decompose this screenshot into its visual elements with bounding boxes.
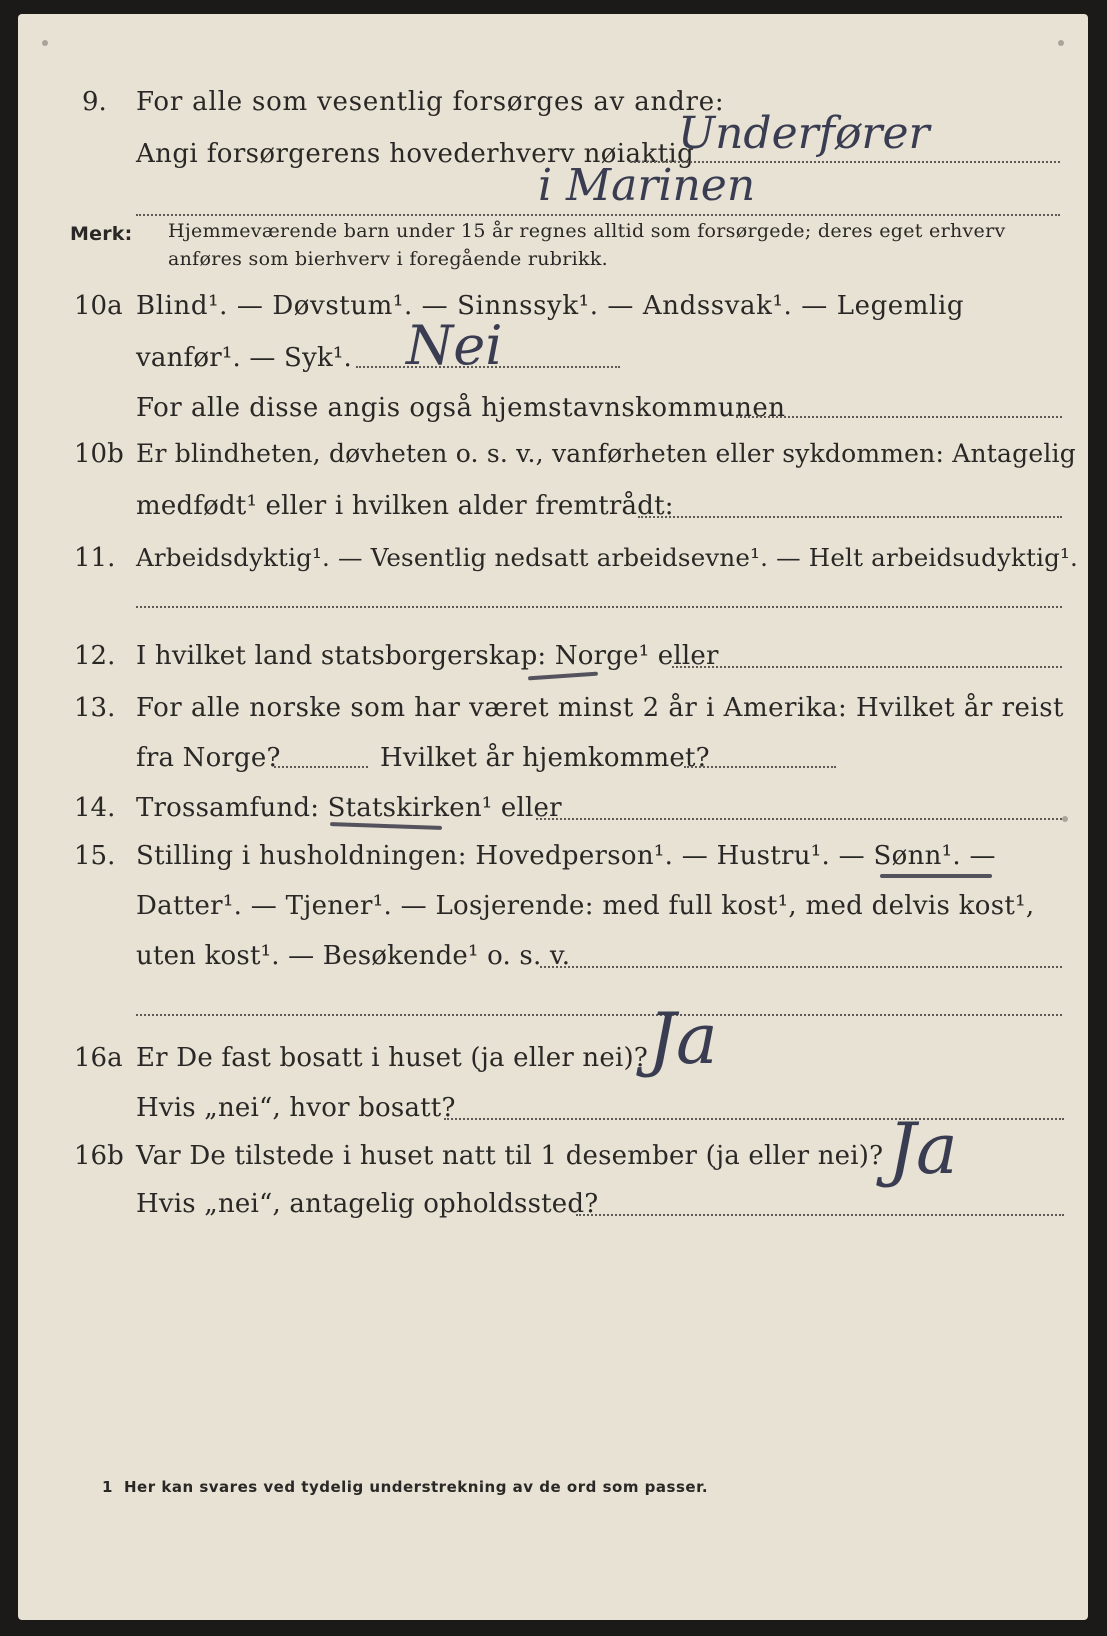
q14-number: 14.: [74, 793, 116, 823]
q10a-line1: Blind¹. — Døvstum¹. — Sinnssyk¹. — Andssvak¹. — Legemlig: [136, 291, 965, 321]
q10b-line1: Er blindheten, døvheten o. s. v., vanførheten eller sykdommen: Antagelig: [136, 439, 1076, 468]
q13-hjemkommet-line: [684, 766, 836, 768]
q11-line1: Arbeidsdyktig¹. — Vesentlig nedsatt arbeidsevne¹. — Helt arbeidsudyktig¹.: [136, 543, 1079, 572]
q16a-answer-handwriting: Ja: [648, 998, 718, 1080]
q16b-number: 16b: [74, 1141, 124, 1171]
q11-answer-line: [136, 606, 1062, 608]
q15-answer-line: [540, 966, 1062, 968]
q10a-line2: vanfør¹. — Syk¹.: [136, 343, 352, 373]
q10b-number: 10b: [74, 439, 124, 469]
q16a-answer-line: [444, 1118, 1064, 1120]
q9-answer-handwriting-2: i Marinen: [538, 160, 756, 211]
q12-number: 12.: [74, 641, 116, 671]
q15-answer-line2: [136, 1014, 1062, 1016]
q12-norge-underline: [528, 672, 598, 681]
q16b-line1: Var De tilstede i huset natt til 1 desember (ja eller nei)?: [136, 1141, 884, 1171]
q16b-line2: Hvis „nei“, antagelig opholdssted?: [136, 1189, 599, 1219]
q9-line1: For alle som vesentlig forsørges av andre:: [136, 87, 725, 117]
q10b-line2: medfødt¹ eller i hvilken alder fremtrådt:: [136, 491, 674, 521]
q13-reist-line: [274, 766, 368, 768]
q10b-answer-line: [638, 516, 1062, 518]
q9-answer-line2: [136, 214, 1060, 216]
q10a-line3-dots: [736, 416, 1062, 418]
q15-line1: Stilling i husholdningen: Hovedperson¹. — Hustru¹. — Sønn¹. —: [136, 841, 996, 871]
q10a-number: 10a: [74, 291, 123, 321]
pin-hole: [1062, 816, 1068, 822]
q12-answer-line: [672, 666, 1062, 668]
q9-number: 9.: [82, 87, 107, 117]
q15-sonn-underline: [880, 874, 992, 878]
q12-line1: I hvilket land statsborgerskap: Norge¹ eller: [136, 641, 719, 671]
q15-number: 15.: [74, 841, 116, 871]
q14-line1: Trossamfund: Statskirken¹ eller: [136, 793, 562, 823]
q13-line2a: fra Norge?: [136, 743, 281, 773]
merk-line1: Hjemmeværende barn under 15 år regnes alltid som forsørgede; deres eget erhverv: [168, 220, 1006, 242]
q16a-line1: Er De fast bosatt i huset (ja eller nei)?: [136, 1043, 648, 1073]
q16a-line2: Hvis „nei“, hvor bosatt?: [136, 1093, 456, 1123]
q11-number: 11.: [74, 543, 116, 573]
pin-hole: [1058, 40, 1064, 46]
q13-line2b: Hvilket år hjemkommet?: [380, 743, 710, 773]
footnote-mark: 1: [102, 1478, 113, 1496]
footnote-text: Her kan svares ved tydelig understrekning av de ord som passer.: [124, 1478, 709, 1496]
pin-hole: [42, 40, 48, 46]
merk-line2: anføres som bierhverv i foregående rubrikk.: [168, 248, 608, 270]
q16a-number: 16a: [74, 1043, 123, 1073]
form-page: [18, 14, 1088, 1620]
q15-line3: uten kost¹. — Besøkende¹ o. s. v.: [136, 941, 571, 971]
q10a-answer-handwriting: Nei: [406, 314, 503, 377]
q13-number: 13.: [74, 693, 116, 723]
q14-answer-line: [536, 818, 1062, 820]
q15-line2: Datter¹. — Tjener¹. — Losjerende: med full kost¹, med delvis kost¹,: [136, 891, 1035, 921]
q16b-answer-handwriting: Ja: [888, 1108, 958, 1190]
q9-answer-handwriting-1: Underfører: [678, 108, 930, 159]
q16b-answer-line: [576, 1214, 1064, 1216]
q10a-line3: For alle disse angis også hjemstavnskommunen: [136, 393, 786, 423]
merk-label: Merk:: [70, 223, 133, 245]
q9-line2: Angi forsørgerens hovederhverv nøiaktig: [136, 139, 695, 169]
q13-line1: For alle norske som har været minst 2 år i Amerika: Hvilket år reist: [136, 693, 1064, 723]
